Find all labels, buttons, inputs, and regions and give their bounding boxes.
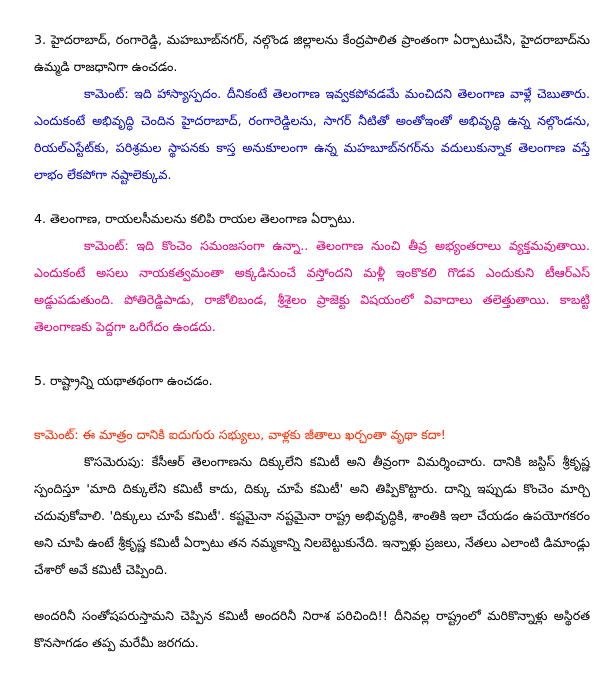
section-5: [34, 367, 590, 394]
comment-3: కామెంట్: ఇది హాస్యాస్పదం. దీనికంటే తెలంగాణ ఇవ్వకపోవడమే మంచిదని తెలంగాణ వాళ్లే చెబుతారు. ఎందుకంటే అభివృద్ధి చెందిన హైదరాబాద్, రంగారెడ్డిలను, సాగర్ నీటితో అంతోఇంతో అభివృద్ధి ఉన్న నల్గొండను, రియల్‌ఎస్టేట్‌కు, పరిశ్రమల స్థాపనకు కాస్త అనుకూలంగా ఉన్న మహబూబ్‌నగర్‌ను వదులుకున్నాక తెలంగాణ వస్తే లాభం లేకపోగా నష్టాలెక్కువ.: [34, 86, 590, 182]
final-paragraph: అందరినీ సంతోషపరుస్తామని చెప్పిన కమిటీ అందరినీ నిరాశ పరిచింది!! దీనివల్ల రాష్ట్రంలో మరికొన్నాళ్లు అస్థిరత కొనసాగడం తప్ప మరేమీ జరగదు.: [34, 608, 590, 650]
point-4: 4. తెలంగాణ, రాయలసీమలను కలిపి రాయల తెలంగాణ ఏర్పాటు.: [34, 211, 356, 226]
comment-3-block: [34, 80, 590, 188]
section-3: [34, 26, 590, 80]
closing-paragraph: కొసమెరుపు: కేసీఆర్ తెలంగాణను దిక్కులేని కమిటీ అని తీవ్రంగా విమర్శించారు. దానికి జస్టిస్ శ్రీకృష్ణ స్పందిస్తూ 'మాది దిక్కులేని కమిటీ కాదు, దిక్కు చూపే కమిటీ' అని తిప్పికొట్టారు. దాన్ని ఇప్పుడు కొంచెం మార్చి చదువుకోవాలి. 'దిక్కులు చూపే కమిటీ'. కష్టమైనా నష్టమైనా రాష్ట్ర అభివృద్ధికి, శాంతికి ఇలా చేయడం ఉపయోగకరం అని చూపి ఉంటే శ్రీకృష్ణ కమిటీ ఏర్పాటు తన నమ్మకాన్ని నిలబెట్టుకునేది. ఇన్నాళ్లు ప్రజలు, నేతలు ఎలాంటి డిమాండ్లు చేశారో అవే కమిటీ చెప్పింది.: [34, 454, 590, 577]
closing-block: [34, 448, 590, 583]
section-4: [34, 205, 590, 232]
comment-5-block: [34, 421, 590, 448]
point-5: 5. రాష్ట్రాన్ని యథాతథంగా ఉంచడం.: [34, 373, 213, 388]
comment-5: కామెంట్: ఈ మాత్రం దానికి ఐదుగురు సభ్యులు, వాళ్లకు జీతాలు ఖర్చంతా వృథా కదా!: [34, 427, 446, 442]
point-3: 3. హైదరాబాద్, రంగారెడ్డి, మహబూబ్‌నగర్, నల్గొండ జిల్లాలను కేంద్రపాలిత ప్రాంతంగా ఏర్పాటుచేసి, హైదరాబాద్‌ను ఉమ్మడి రాజధానిగా ఉంచడం.: [34, 32, 590, 74]
comment-4-block: [34, 232, 590, 340]
comment-4: కామెంట్: ఇది కొంచెం సమంజసంగా ఉన్నా.. తెలంగాణ నుంచి తీవ్ర అభ్యంతరాలు వ్యక్తమవుతాయి. ఎందుకంటే అసలు నాయకత్వమంతా అక్కడినుంచే వస్తోందని మళ్లీ ఇంకొకలి గొడవ ఎందుకుని టీఆర్ఎస్ అడ్డుపడుతుంది. పోతిరెడ్డిపాడు, రాజోలిబండ, శ్రీశైలం ప్రాజెక్టు విషయంలో వివాదాలు తలెత్తుతాయి. కాబట్టి తెలంగాణకు పెద్దగా ఒరిగేదం ఉండదు.: [34, 238, 590, 334]
final-block: [34, 602, 590, 656]
